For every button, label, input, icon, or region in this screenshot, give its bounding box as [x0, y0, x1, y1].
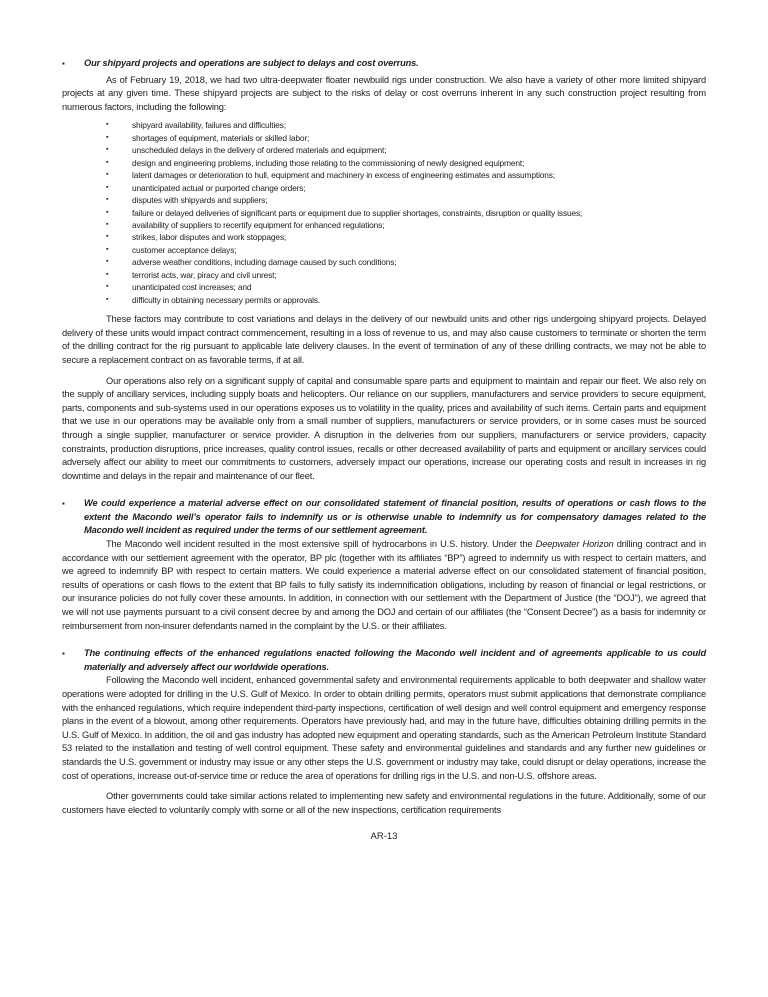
list-item-text: unscheduled delays in the delivery of ordered materials and equipment; [132, 145, 387, 156]
list-item [106, 281, 706, 293]
list-item [106, 132, 706, 144]
text: The Macondo well incident resulted in the most extensive spill of hydrocarbons in U.S. history. Under the [106, 539, 536, 550]
paragraph [62, 74, 706, 115]
list-item-text: latent damages or deterioration to hull, equipment and machinery in excess of engineering estimates and assumptions; [132, 170, 556, 181]
list-item-text: availability of suppliers to recertify equipment for enhanced regulations; [132, 220, 385, 230]
bullet-icon: ▪ [106, 245, 109, 253]
list-item [106, 256, 706, 268]
list-item-text: difficulty in obtaining necessary permits or approvals. [132, 294, 321, 305]
section-heading-macondo-indemnity [62, 497, 706, 538]
list-item [106, 182, 706, 194]
bullet-icon: ▪ [106, 283, 109, 291]
text: drilling contract and in accordance with our settlement agreement with the operator, BP plc (together with its affiliates “BP”) agreed to indemnify us with respect to certain matters, and we agreed to indemnify BP with respect to certain matters. We could experience a material adverse effect on our consolidated statement of financial position, results of operations or cash flows to the extent that BP fails to fully satisfy its indemnification obligations, including by reason of financial or legal restrictions, or our insurance policies do not fully cover these amounts. In addition, in connection with our settlement with the Department of Justice (the “DOJ”), we agreed that we will not use payments pursuant to a civil consent decree by and among the DOJ and certain of our affiliates (the “Consent Decree”) as a basis for indemnity or reimbursement from non-insurer defendants named in the complaint by the U.S. or their affiliates. [62, 539, 706, 631]
bullet-icon: ▪ [106, 146, 109, 154]
italic-text: Deepwater Horizon [535, 539, 614, 550]
bullet-icon: ▪ [106, 295, 109, 303]
bullet-icon: ▪ [106, 233, 109, 241]
bullet-icon: ▪ [106, 196, 109, 204]
bullet-icon: ▪ [106, 133, 109, 141]
paragraph [62, 538, 706, 633]
section-heading-regulations [62, 647, 706, 674]
list-item-text: customer acceptance delays; [132, 244, 237, 255]
bullet-icon: ▪ [106, 183, 109, 191]
list-item-text: unanticipated actual or purported change orders; [132, 182, 306, 193]
paragraph [62, 375, 706, 484]
paragraph [62, 674, 706, 783]
bullet-icon: ▪ [62, 499, 65, 509]
list-item-text: shortages of equipment, materials or skilled labor; [132, 132, 310, 143]
list-item [106, 269, 706, 281]
heading-text: We could experience a material adverse effect on our consolidated statement of financial position, results of operations or cash flows to the extent the Macondo well’s operator fails to indemnify us or is otherwise unable to indemnify us for compensatory damages related to the Macondo well incident as required under the terms of our settlement agreement. [84, 498, 706, 536]
list-item [106, 231, 706, 243]
list-item-text: design and engineering problems, including those relating to the commissioning of newly designed equipment; [132, 157, 525, 168]
bullet-icon: ▪ [106, 258, 109, 266]
bullet-icon: ▪ [106, 270, 109, 278]
list-item [106, 244, 706, 256]
list-item [106, 169, 706, 181]
factor-list [106, 119, 706, 306]
heading-text: Our shipyard projects and operations are subject to delays and cost overruns. [84, 58, 419, 68]
list-item [106, 144, 706, 156]
heading-text: The continuing effects of the enhanced regulations enacted following the Macondo well incident and of agreements applicable to us could materially and adversely affect our worldwide operations. [84, 648, 706, 672]
list-item-text: strikes, labor disputes and work stoppages; [132, 232, 287, 243]
bullet-icon: ▪ [106, 121, 109, 129]
list-item [106, 194, 706, 206]
paragraph [62, 790, 706, 817]
list-item [106, 207, 706, 219]
list-item [106, 157, 706, 169]
list-item [106, 294, 706, 306]
list-item-text: unanticipated cost increases; and [132, 282, 252, 293]
list-item [106, 219, 706, 231]
paragraph [62, 313, 706, 367]
section-heading-shipyard [62, 57, 706, 71]
bullet-icon: ▪ [62, 649, 65, 659]
page-number: AR-13 [370, 831, 398, 843]
paragraph-text: These factors may contribute to cost variations and delays in the delivery of our newbuild units and other rigs undergoing shipyard projects. Delayed delivery of these units would impact contract commencement, resulting in a loss of revenue to us, and may also cause customers to terminate or shorten the term of the drilling contract for the rig pursuant to applicable late delivery clauses. In the event of termination of any of these drilling contracts, we may not be able to secure a replacement contract on as favorable terms, if at all. [62, 314, 706, 365]
intro-text: As of February 19, 2018, we had two ultra-deepwater floater newbuild rigs under construction. We also have a variety of other more limited shipyard projects at any given time. These shipyard projects are subject to the risks of delay or cost overruns inherent in any such construction project resulting from numerous factors, including the following: [62, 74, 706, 112]
bullet-icon: ▪ [62, 59, 65, 68]
list-item-text: failure or delayed deliveries of significant parts or equipment due to supplier shortages, constraints, disruption or quality issues; [132, 207, 583, 218]
paragraph-text [62, 538, 706, 633]
list-item [106, 119, 706, 131]
list-item-text: shipyard availability, failures and difficulties; [132, 120, 286, 131]
bullet-icon: ▪ [106, 221, 109, 228]
paragraph-text: Other governments could take similar actions related to implementing new safety and environmental regulations in the future. Additionally, some of our customers have elected to voluntarily comply with some or all of the new inspections, certification requirements [62, 791, 706, 815]
bullet-icon: ▪ [106, 158, 109, 166]
paragraph-text: Following the Macondo well incident, enhanced governmental safety and environmental requirements applicable to both deepwater and shallow water operations were adopted for drilling in the U.S. Gulf of Mexico. In order to obtain drilling permits, operators must submit applications that demonstrate compliance with the enhanced regulations, which require independent third-party inspections, certification of well design and well control equipment and emergency response plans in the event of a blowout, among other requirements. Operators have previously had, and may in the future have, difficulties obtaining drilling permits in the U.S. Gulf of Mexico. In addition, the oil and gas industry has adopted new equipment and operating standards, such as the American Petroleum Institute Standard 53 related to the installation and testing of well control equipment. These safety and environmental guidelines and standards and any further new guidelines or standards the U.S. government or industry may issue or any other steps the U.S. government or industry may take, could disrupt or delay operations, increase the cost of operations, increase out-of-service time or reduce the area of operations for drilling rigs in the U.S. and non-U.S. offshore areas. [62, 675, 706, 781]
list-item-text: adverse weather conditions, including damage caused by such conditions; [132, 257, 397, 268]
bullet-icon: ▪ [106, 208, 109, 216]
list-item-text: disputes with shipyards and suppliers; [132, 195, 268, 206]
bullet-icon: ▪ [106, 171, 109, 179]
paragraph-text: Our operations also rely on a significant supply of capital and consumable spare parts and equipment to maintain and repair our fleet. We also rely on the supply of ancillary services, including supply boats and helicopters. Our reliance on our suppliers, manufacturers and service providers to secure equipment, parts, components and sub-systems used in our operations exposes us to volatility in the quality, prices and availability of such items. Certain parts and equipment that we use in our operations may be available only from a small number of suppliers, manufacturers or service providers, or in some cases must be sourced through a single supplier, manufacturer or service provider. A disruption in the deliveries from our suppliers, manufacturers or service providers, capacity constraints, production disruptions, price increases, quality control issues, recalls or other decreased availability of parts and equipment or ancillary services could adversely affect our ability to meet our commitments to customers, adversely impact our operations, increase our operating costs and result in increases in rig downtime and delays in the repair and maintenance of our fleet. [62, 375, 706, 481]
list-item-text: terrorist acts, war, piracy and civil unrest; [132, 269, 277, 280]
